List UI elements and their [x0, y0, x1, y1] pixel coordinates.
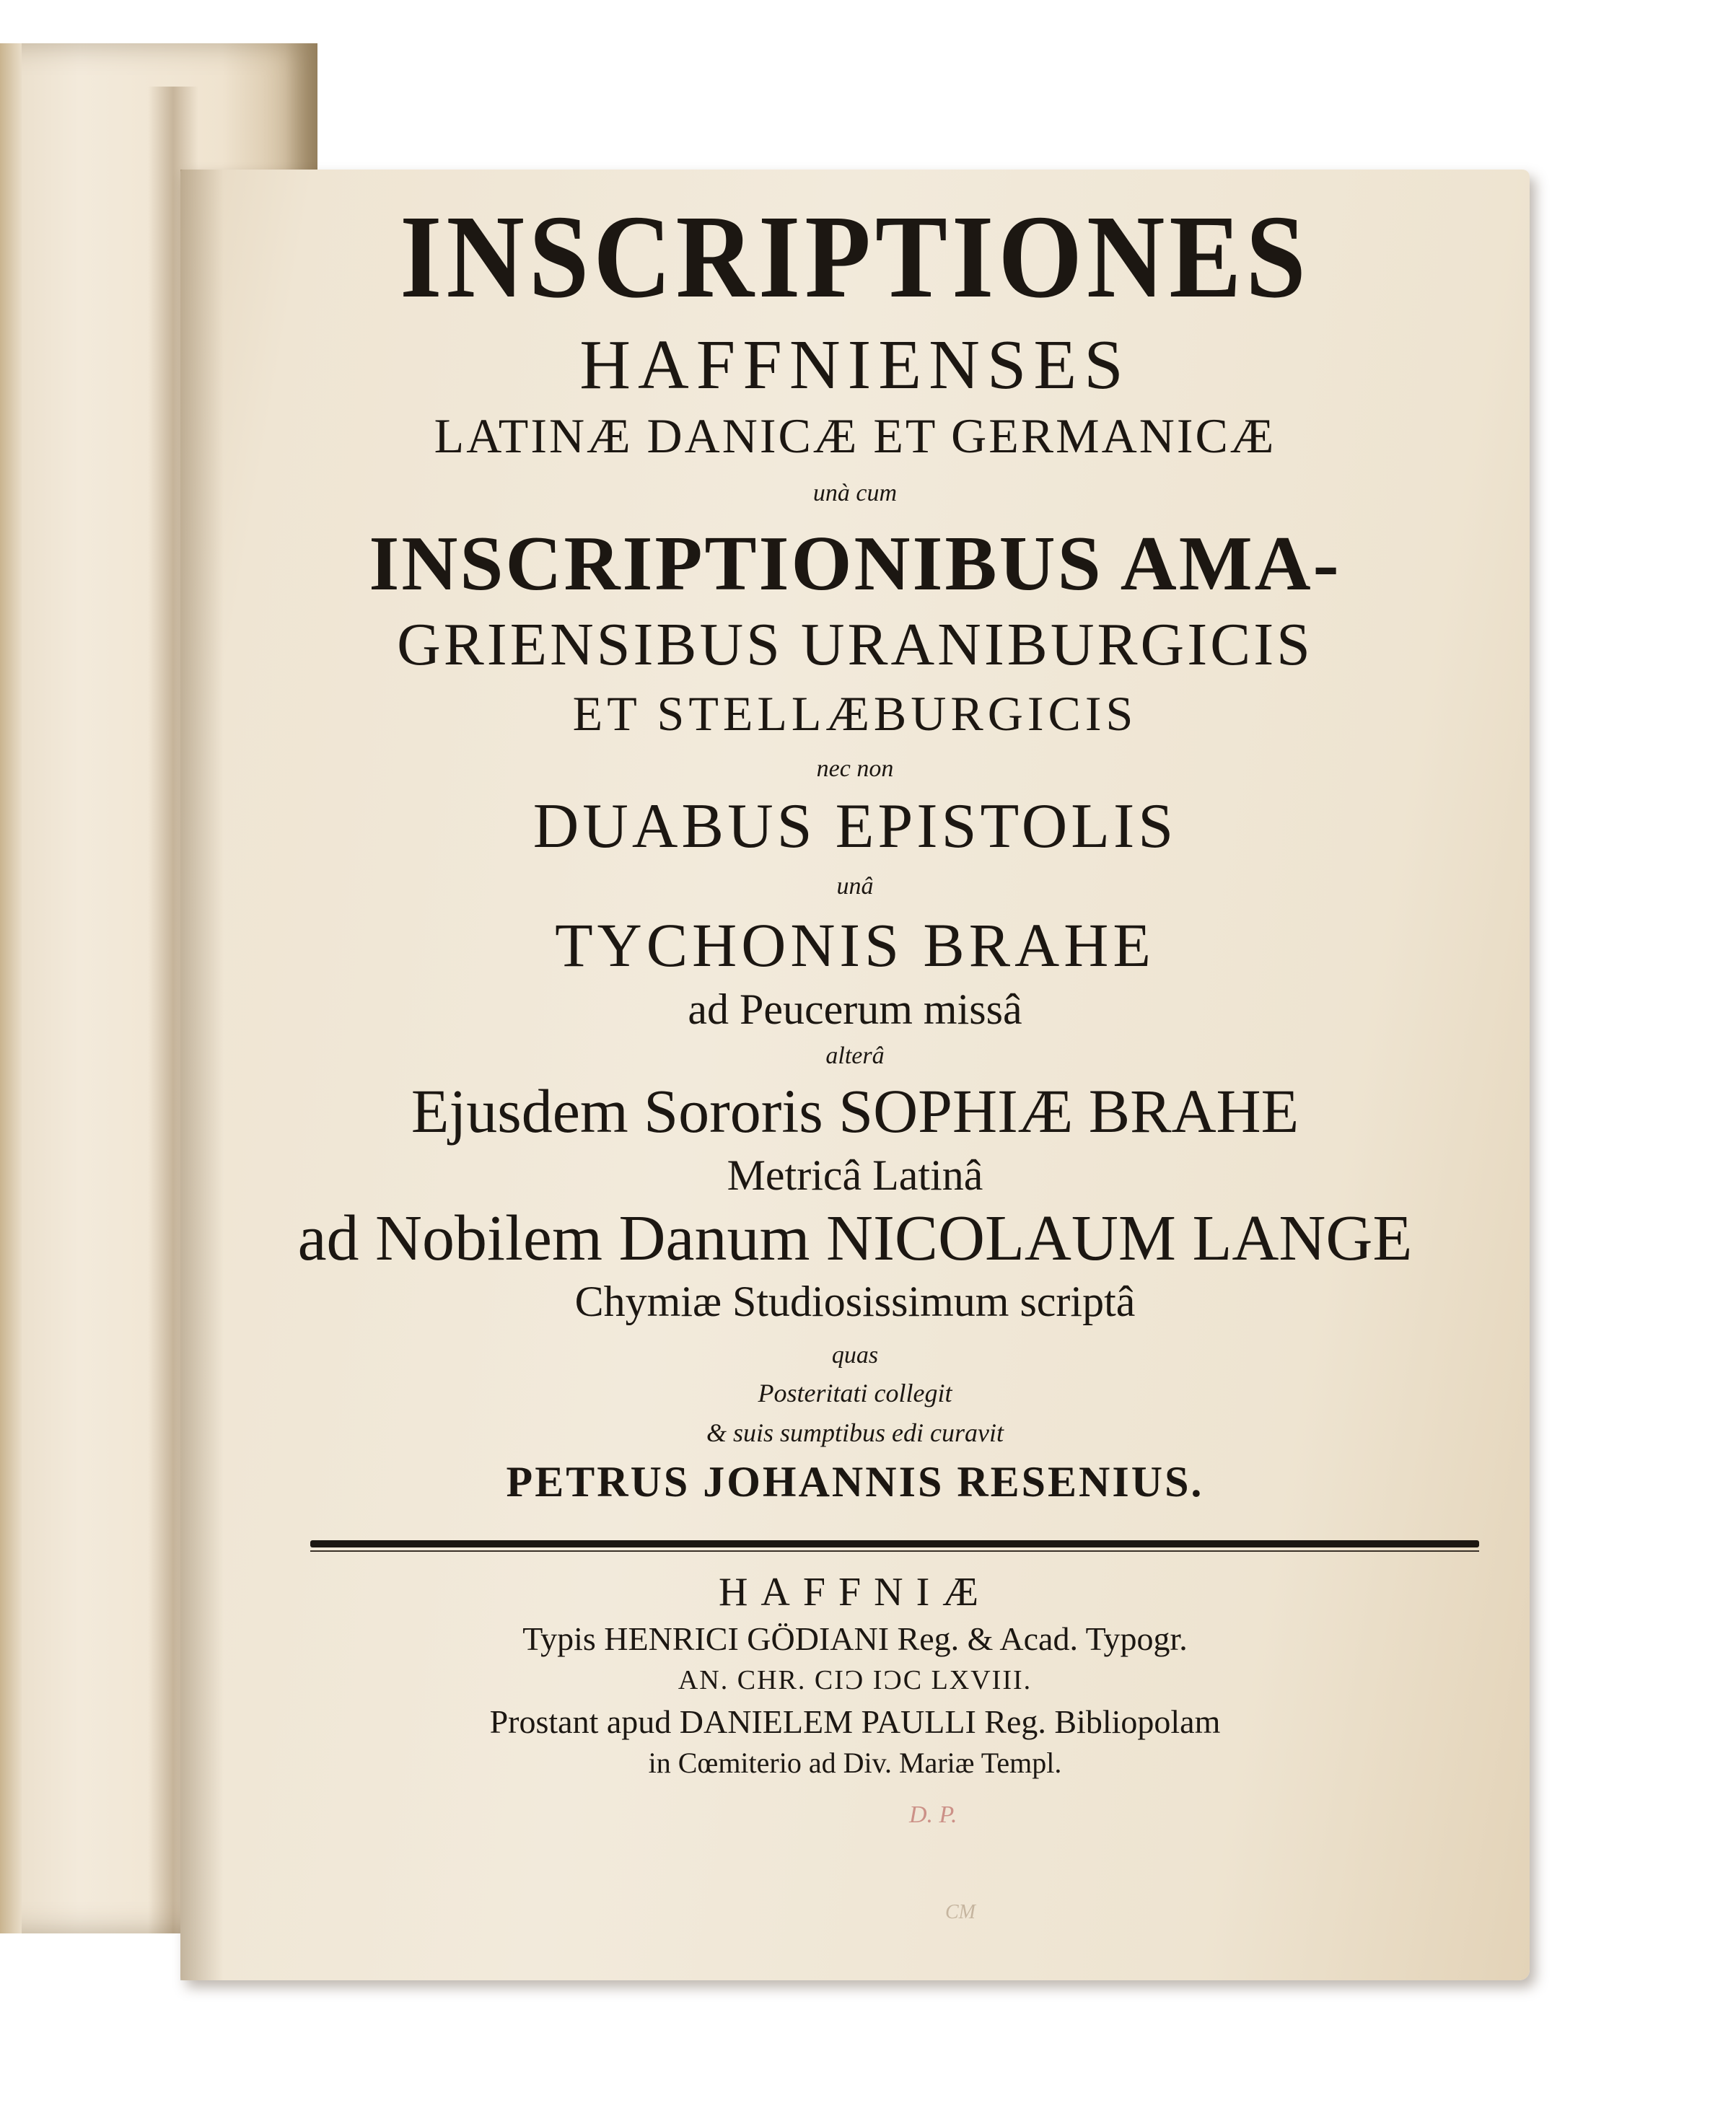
chymiae-line: Chymiæ Studiosissimum scriptâ — [574, 1278, 1136, 1325]
title-page — [180, 170, 1530, 1980]
ad-peucerum: ad Peucerum missâ — [688, 985, 1022, 1033]
posteritati-line: Posteritati collegit — [758, 1379, 952, 1408]
imprint-printer: Typis HENRICI GÖDIANI Reg. & Acad. Typogr. — [522, 1620, 1188, 1657]
quas: quas — [831, 1342, 879, 1369]
left-page-edge — [0, 43, 22, 1933]
divider-rule — [310, 1540, 1479, 1547]
imprint-year: AN. CHR. CIƆ IƆC LXVIII. — [678, 1665, 1033, 1695]
duabus-epistolis: DUABUS EPISTOLIS — [532, 791, 1178, 861]
author-name: PETRUS JOHANNIS RESENIUS. — [506, 1458, 1204, 1506]
altera: alterâ — [825, 1042, 885, 1069]
faint-pencil-mark: CM — [945, 1901, 976, 1923]
imprint-bookseller: Prostant apud DANIELEM PAULLI Reg. Bibliopolam — [489, 1703, 1221, 1740]
sumptibus-line: & suis sumptibus edi curavit — [706, 1418, 1004, 1447]
subtitle-haffnienses: HAFFNIENSES — [579, 326, 1131, 404]
tychonis-brahe: TYCHONIS BRAHE — [555, 910, 1155, 980]
una-line: unâ — [836, 873, 874, 900]
nec-non: nec non — [816, 755, 894, 782]
griensibus-line: GRIENSIBUS URANIBURGICIS — [397, 611, 1313, 678]
inscriptionibus-line: INSCRIPTIONIBUS AMA- — [369, 521, 1341, 607]
una-cum: unà cum — [812, 480, 898, 506]
languages-line: LATINÆ DANICÆ ET GERMANICÆ — [434, 408, 1276, 463]
stellaeburgicis-line: ET STELLÆBURGICIS — [572, 686, 1138, 741]
imprint-location: in Cœmiterio ad Div. Mariæ Templ. — [648, 1747, 1062, 1779]
main-title: INSCRIPTIONES — [400, 190, 1310, 323]
title-page-text — [180, 170, 1530, 1980]
handwritten-mark: D. P. — [909, 1801, 957, 1828]
nicolaum-lange-line: ad Nobilem Danum NICOLAUM LANGE — [297, 1203, 1413, 1274]
metrica-latina: Metricâ Latinâ — [727, 1151, 983, 1199]
sophiae-brahe-line: Ejusdem Sororis SOPHIÆ BRAHE — [411, 1076, 1299, 1146]
imprint-city: HAFFNIÆ — [718, 1570, 992, 1615]
